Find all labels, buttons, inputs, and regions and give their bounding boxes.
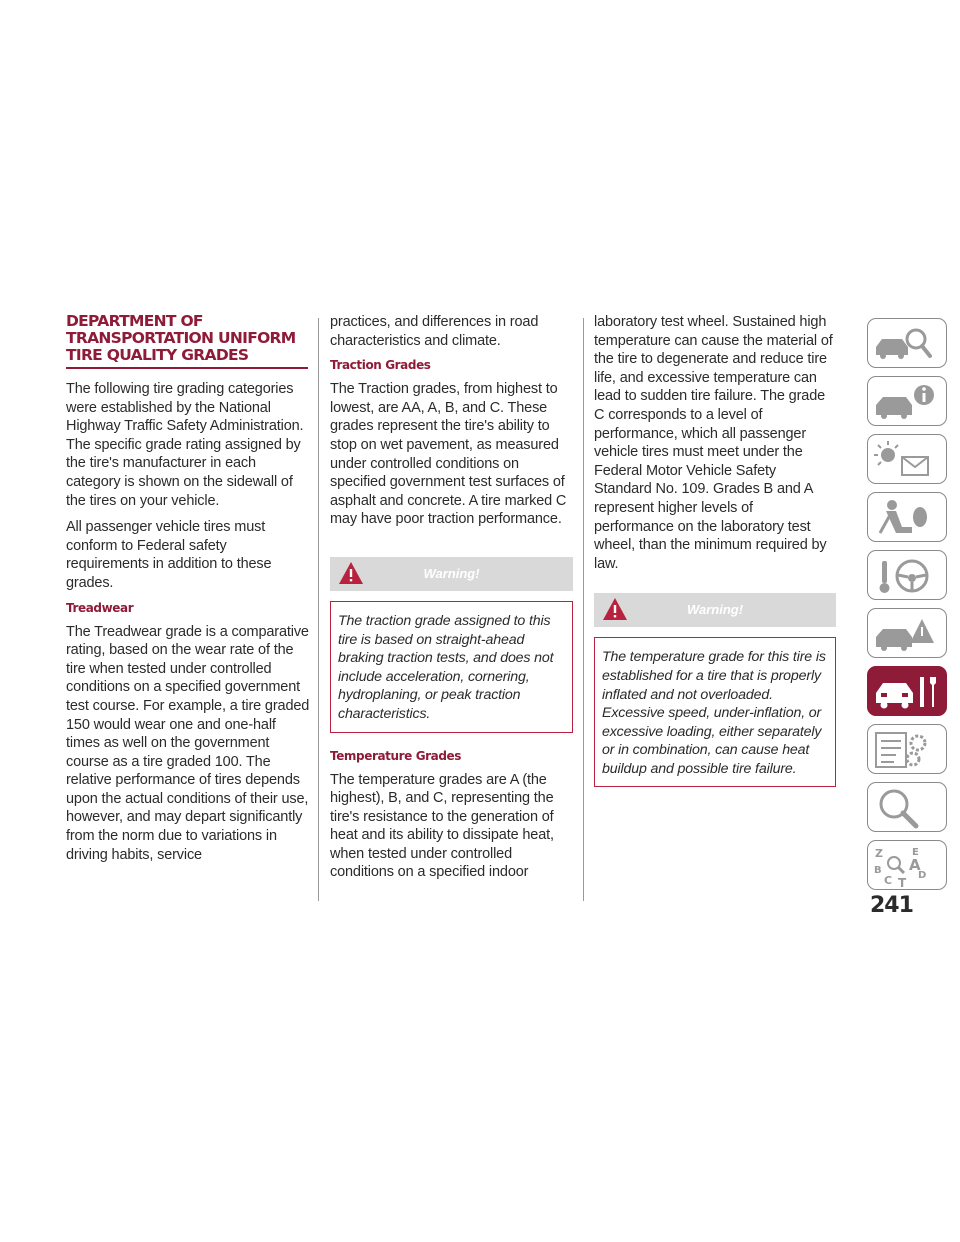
car-emergency-icon [868, 609, 948, 659]
temperature-warning-text: The temperature grade for this tire is established for a tire that is properly inflated and not overloaded. Excessive speed, under-inflation, or excessive loading, either separately or in combination, can cause heat buildup and possible tire failure. [602, 649, 826, 777]
column-1 [66, 313, 310, 872]
traction-warning-text: The traction grade assigned to this tire is based on straight-ahead braking traction tests, and does not include acceleration, cornering, hydroplaning, or peak traction characteristics. [338, 612, 554, 722]
car-service-icon [868, 667, 948, 717]
tab-specifications[interactable] [867, 724, 947, 774]
intro-paragraph: The following tire grading categories were established by the National Highway Traffic Safety Administration. The specific grade rating assigned by the tire's manufacturer in each category is shown on the sidewall of the tires on your vehicle. [66, 381, 304, 509]
column-divider-1 [318, 318, 319, 901]
traction-heading: Traction Grades [330, 358, 431, 373]
tab-search[interactable] [867, 782, 947, 832]
index-letter-d: D [918, 870, 927, 881]
temperature-paragraph: The temperature grades are A (the highest), B, and C, representing the tire's resistance to the generation of heat and its ability to dissipate heat, when tested under controlled conditions on a specified indoor [330, 771, 554, 881]
tab-car-info[interactable] [867, 376, 947, 426]
temperature-warning-header [594, 593, 836, 627]
magnifier-icon [868, 783, 948, 833]
treadwear-heading: Treadwear [66, 600, 134, 615]
tab-car-service[interactable] [867, 666, 947, 716]
tab-index[interactable] [867, 840, 947, 890]
warning-lights-icon [868, 435, 948, 485]
traction-warning-box [330, 601, 573, 733]
temperature-paragraph-continued: laboratory test wheel. Sustained high temperature can cause the material of the tire to degenerate and reduce tire life, and excessive temperature can lead to sudden tire failure. The grade C corresponds to a level of performance, which all passenger vehicle tires must meet under the Federal Motor Vehicle Safety Standard No. 109. Grades B and A represent higher levels of performance on the laboratory test wheel, than the minimum required by law. [594, 314, 833, 572]
treadwear-paragraph-continued: practices, and differences in road characteristics and climate. [330, 314, 539, 349]
tab-key-steering[interactable] [867, 550, 947, 600]
tab-car-emergency[interactable] [867, 608, 947, 658]
temperature-warning-box [594, 637, 836, 787]
index-letters-icon [868, 841, 948, 891]
index-letter-t: T [898, 876, 907, 890]
traction-paragraph: The Traction grades, from highest to lowest, are AA, A, B, and C. These grades represent the tire's ability to stop on wet pavement, as measured under controlled conditions on specified government test surfaces of asphalt and concrete. A tire marked C may have poor traction performance. [330, 381, 567, 528]
tab-car-search[interactable] [867, 318, 947, 368]
index-letter-z: Z [875, 847, 883, 860]
column-2 [330, 313, 573, 890]
traction-warning-header [330, 557, 573, 591]
traction-warning-title: Warning! [423, 565, 480, 581]
key-steering-wheel-icon [868, 551, 948, 601]
index-letter-c: C [884, 874, 893, 887]
tab-warning-lights[interactable] [867, 434, 947, 484]
index-letter-b: B [874, 865, 882, 876]
section-title: DEPARTMENT OF TRANSPORTATION UNIFORM TIRE QUALITY GRADES [66, 313, 308, 369]
column-3 [594, 313, 836, 787]
page-number: 241 [870, 893, 913, 918]
seat-airbag-icon [868, 493, 948, 543]
federal-requirements-paragraph: All passenger vehicle tires must conform to Federal safety requirements in addition to these grades. [66, 519, 272, 591]
specifications-icon [868, 725, 948, 775]
column-divider-2 [583, 318, 584, 901]
car-info-icon [868, 377, 948, 427]
tab-seat-airbag[interactable] [867, 492, 947, 542]
index-letter-a: A [909, 856, 921, 874]
treadwear-paragraph: The Treadwear grade is a comparative rating, based on the wear rate of the tire when tested under controlled conditions on a specified government test course. For example, a tire graded 150 would wear one and one-half times as well on the government course as a tire graded 100. The relative performance of tires depends upon the actual conditions of their use, however, and may depart significantly from the norm due to variations in driving habits, service [66, 623, 310, 863]
car-search-icon [868, 319, 948, 369]
index-letter-e: E [912, 847, 919, 858]
temperature-warning-title: Warning! [686, 602, 744, 618]
temperature-heading: Temperature Grades [330, 748, 462, 763]
